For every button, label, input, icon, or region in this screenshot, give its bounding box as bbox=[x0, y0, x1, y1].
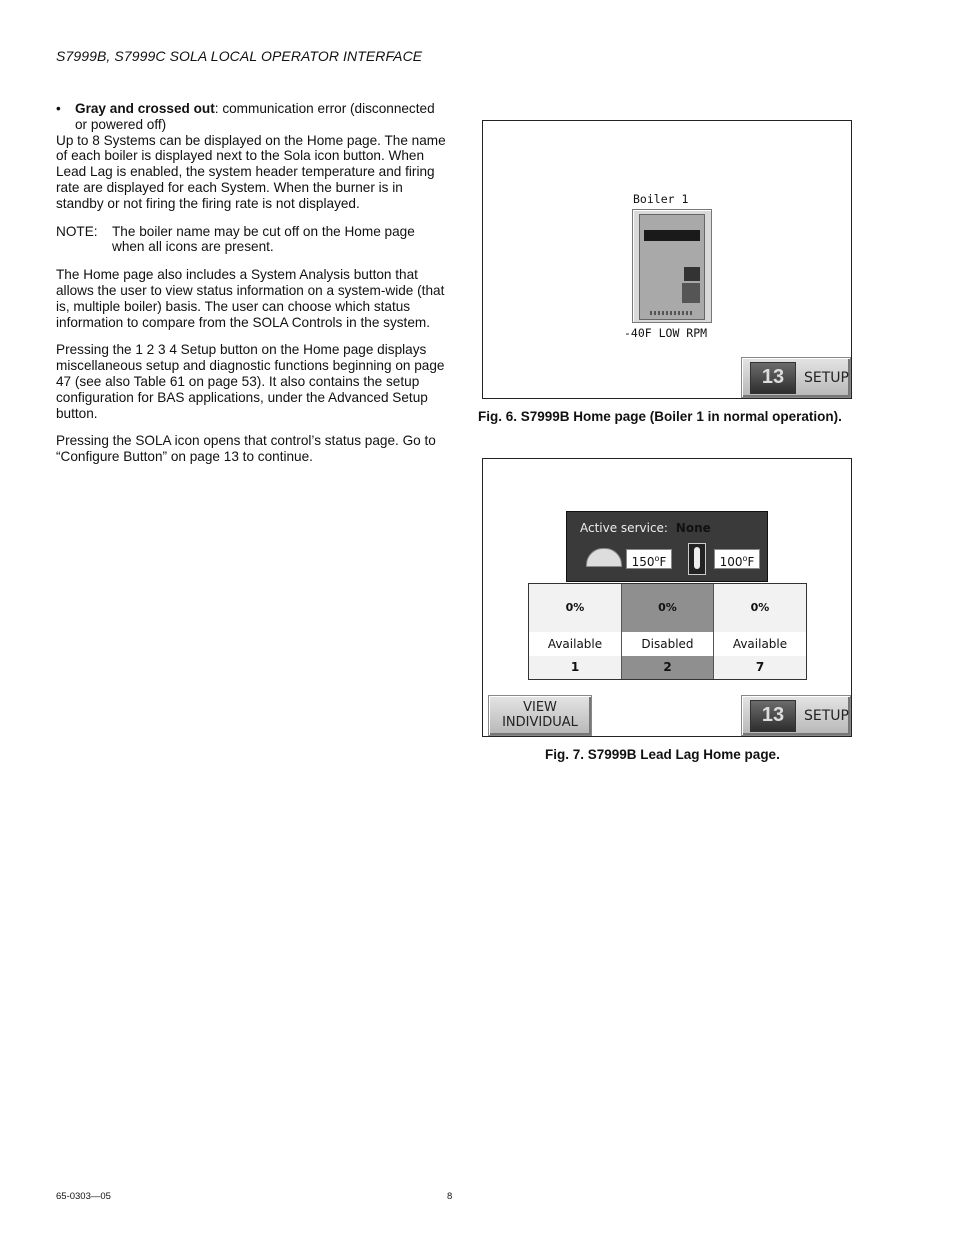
boiler-id: 1 bbox=[529, 656, 621, 679]
setup-icon: 13 bbox=[750, 362, 796, 394]
note-text: The boiler name may be cut off on the Home page when all icons are present. bbox=[112, 223, 415, 255]
controller-panel bbox=[639, 214, 705, 320]
boiler-status-text: -40F LOW RPM bbox=[624, 326, 708, 340]
view-button-line2: INDIVIDUAL bbox=[502, 715, 578, 730]
setup-icon: 13 bbox=[750, 700, 796, 732]
firing-rate: 0% bbox=[658, 601, 677, 614]
controller-display-bar bbox=[644, 230, 700, 241]
running-header: S7999B, S7999C SOLA LOCAL OPERATOR INTERFACE bbox=[56, 48, 423, 64]
boiler-status: Available bbox=[547, 637, 603, 651]
view-individual-button[interactable] bbox=[488, 695, 592, 736]
note-label: NOTE: bbox=[56, 223, 98, 239]
firing-rate: 0% bbox=[529, 584, 621, 632]
bullet-text bbox=[75, 101, 446, 133]
fig7-caption: Fig. 7. S7999B Lead Lag Home page. bbox=[545, 747, 780, 762]
setup-button[interactable] bbox=[741, 357, 851, 398]
controller-keypad bbox=[684, 267, 700, 281]
sola-controller-icon[interactable] bbox=[632, 209, 712, 323]
temperature-field-2 bbox=[714, 549, 760, 569]
boiler-status: Available bbox=[732, 637, 788, 651]
fig7-screen bbox=[482, 458, 852, 737]
degree-mark-1: o bbox=[654, 554, 660, 563]
body-text-column bbox=[56, 101, 446, 477]
gauge-icon bbox=[586, 548, 622, 567]
note bbox=[56, 224, 446, 256]
boiler-tile-3[interactable] bbox=[714, 584, 806, 679]
controller-vent bbox=[650, 311, 694, 315]
active-service-panel bbox=[566, 511, 768, 582]
boiler-status-grid bbox=[528, 583, 807, 680]
page-number: 8 bbox=[447, 1191, 453, 1202]
document-number: 65-0303—05 bbox=[56, 1191, 111, 1202]
temperature-value-2: 100 bbox=[719, 555, 743, 569]
paragraph-setup: Pressing the 1 2 3 4 Setup button on the Home page displays miscellaneous setup and diagnostic functions beginning on page 47 (see also Table 61 on page 53). It also contains the setup configuration for BAS applications, under the Advanced Setup button. bbox=[56, 342, 445, 421]
bullet-bold-text: Gray and crossed out bbox=[75, 101, 215, 116]
temperature-field-1 bbox=[626, 549, 672, 569]
controller-terminal-block bbox=[682, 283, 700, 303]
boiler-tile-1[interactable] bbox=[529, 584, 622, 679]
temperature-unit-1: F bbox=[659, 555, 667, 569]
view-button-line1: VIEW bbox=[523, 700, 557, 715]
paragraph-systems: Up to 8 Systems can be displayed on the Home page. The name of each boiler is displayed next to the Sola icon button. When Lead Lag is enabled, the system header temperature and firing rate are displayed for each System. When the burner is in standby or not firing the firing rate is not displayed. bbox=[56, 132, 446, 211]
thermometer-tube bbox=[694, 547, 700, 569]
active-service-line bbox=[580, 521, 711, 535]
paragraph-system-analysis: The Home page also includes a System Analysis button that allows the user to view status information on a system-wide (that is, multiple boiler) basis. The user can choose which status information to compare from the SOLA Controls in the system. bbox=[56, 267, 445, 330]
thermometer-icon bbox=[688, 543, 706, 575]
boiler-id: 2 bbox=[663, 660, 672, 674]
firing-rate: 0% bbox=[714, 584, 806, 632]
temperature-value-1: 150 bbox=[631, 555, 655, 569]
active-service-value: None bbox=[675, 521, 711, 535]
setup-button[interactable] bbox=[741, 695, 851, 736]
paragraph-sola-icon: Pressing the SOLA icon opens that control’s status page. Go to “Configure Button” on page 13 to continue. bbox=[56, 433, 436, 465]
boiler-tile-2[interactable] bbox=[622, 584, 714, 679]
bullet-item bbox=[56, 101, 446, 133]
boiler-name-label: Boiler 1 bbox=[633, 192, 689, 206]
setup-button-label: SETUP bbox=[804, 707, 849, 724]
boiler-status: Disabled bbox=[622, 632, 713, 656]
boiler-id: 7 bbox=[714, 656, 806, 679]
setup-button-label: SETUP bbox=[804, 369, 849, 386]
fig6-caption: Fig. 6. S7999B Home page (Boiler 1 in normal operation). bbox=[478, 409, 842, 424]
active-service-label: Active service: bbox=[580, 521, 668, 535]
temperature-unit-2: F bbox=[747, 555, 755, 569]
bullet-dot: • bbox=[56, 101, 61, 116]
degree-mark-2: o bbox=[742, 554, 748, 563]
fig6-screen bbox=[482, 120, 852, 399]
bullet-rest-text: : communication error (disconnected or powered off) bbox=[75, 101, 435, 132]
